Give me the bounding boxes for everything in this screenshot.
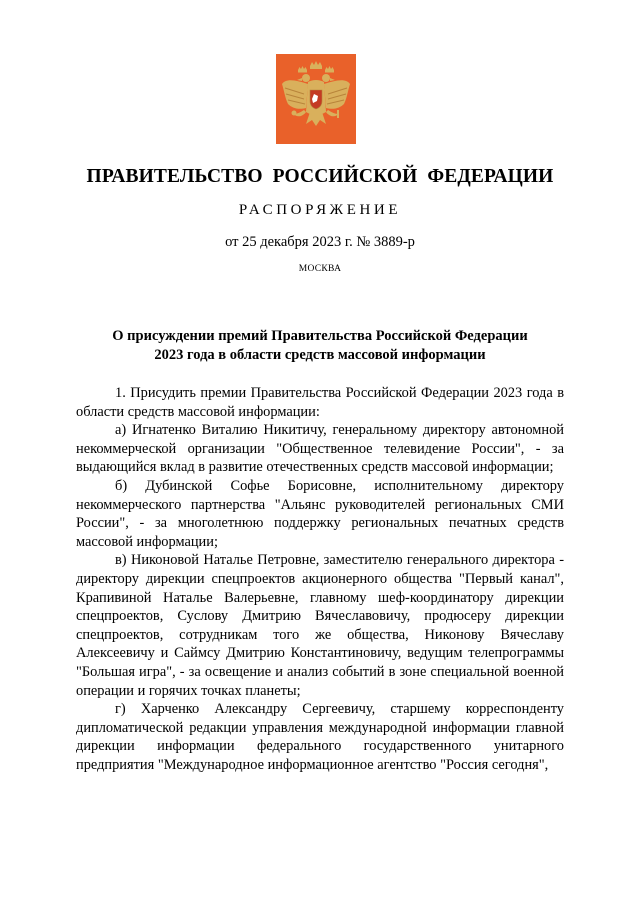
paragraph-item-v: в) Никоновой Наталье Петровне, заместителю генерального директора - директору дирекции спецпроектов акционерного общества "Первый канал", Крапивиной Наталье Валерьевне, главному шеф-координатору дирекции спецпроектов, Суслову Дмитрию Вячеславовичу, продюсеру дирекции спецпроектов, сотрудникам того же общества, Никонову Вячеславу Алексеевичу и Саймсу Дмитрию Константиновичу, ведущим телепрограммы "Большая игра", - за освещение и анализ событий в зоне специальной военной операции и горячих точках планеты; bbox=[76, 552, 564, 699]
document-heading-line: 2023 года в области средств массовой информации bbox=[154, 347, 486, 363]
document-city: МОСКВА bbox=[298, 264, 342, 274]
paragraph-item-b: б) Дубинской Софье Борисовне, исполнительному директору некоммерческого партнерства "Альянс руководителей региональных СМИ России", - за многолетнюю поддержку региональных печатных средств массовой информации; bbox=[76, 477, 564, 550]
document-date-number: от 25 декабря 2023 г. № 3889-р bbox=[225, 234, 415, 250]
paragraph-item-1: 1. Присудить премии Правительства Российской Федерации 2023 года в области средств массовой информации: bbox=[76, 385, 564, 420]
document-heading bbox=[70, 327, 570, 365]
paragraph-item-g: г) Харченко Александру Сергеевичу, старшему корреспонденту дипломатической редакции управления международной информации главной дирекции информации федерального государственного унитарного предприятия "Международное информационное агентство "Россия сегодня", bbox=[76, 701, 564, 773]
document-heading-line: О присуждении премий Правительства Российской Федерации bbox=[112, 328, 528, 344]
government-title: ПРАВИТЕЛЬСТВО РОССИЙСКОЙ ФЕДЕРАЦИИ bbox=[86, 166, 554, 187]
document-type: РАСПОРЯЖЕНИЕ bbox=[238, 202, 402, 218]
paragraph-item-a: а) Игнатенко Виталию Никитичу, генеральному директору автономной некоммерческой организации "Общественное телевидение России", - за выдающийся вклад в развитие отечественных средств массовой информации; bbox=[76, 422, 564, 476]
russian-coat-of-arms-icon bbox=[276, 54, 356, 144]
document-body bbox=[76, 384, 564, 774]
